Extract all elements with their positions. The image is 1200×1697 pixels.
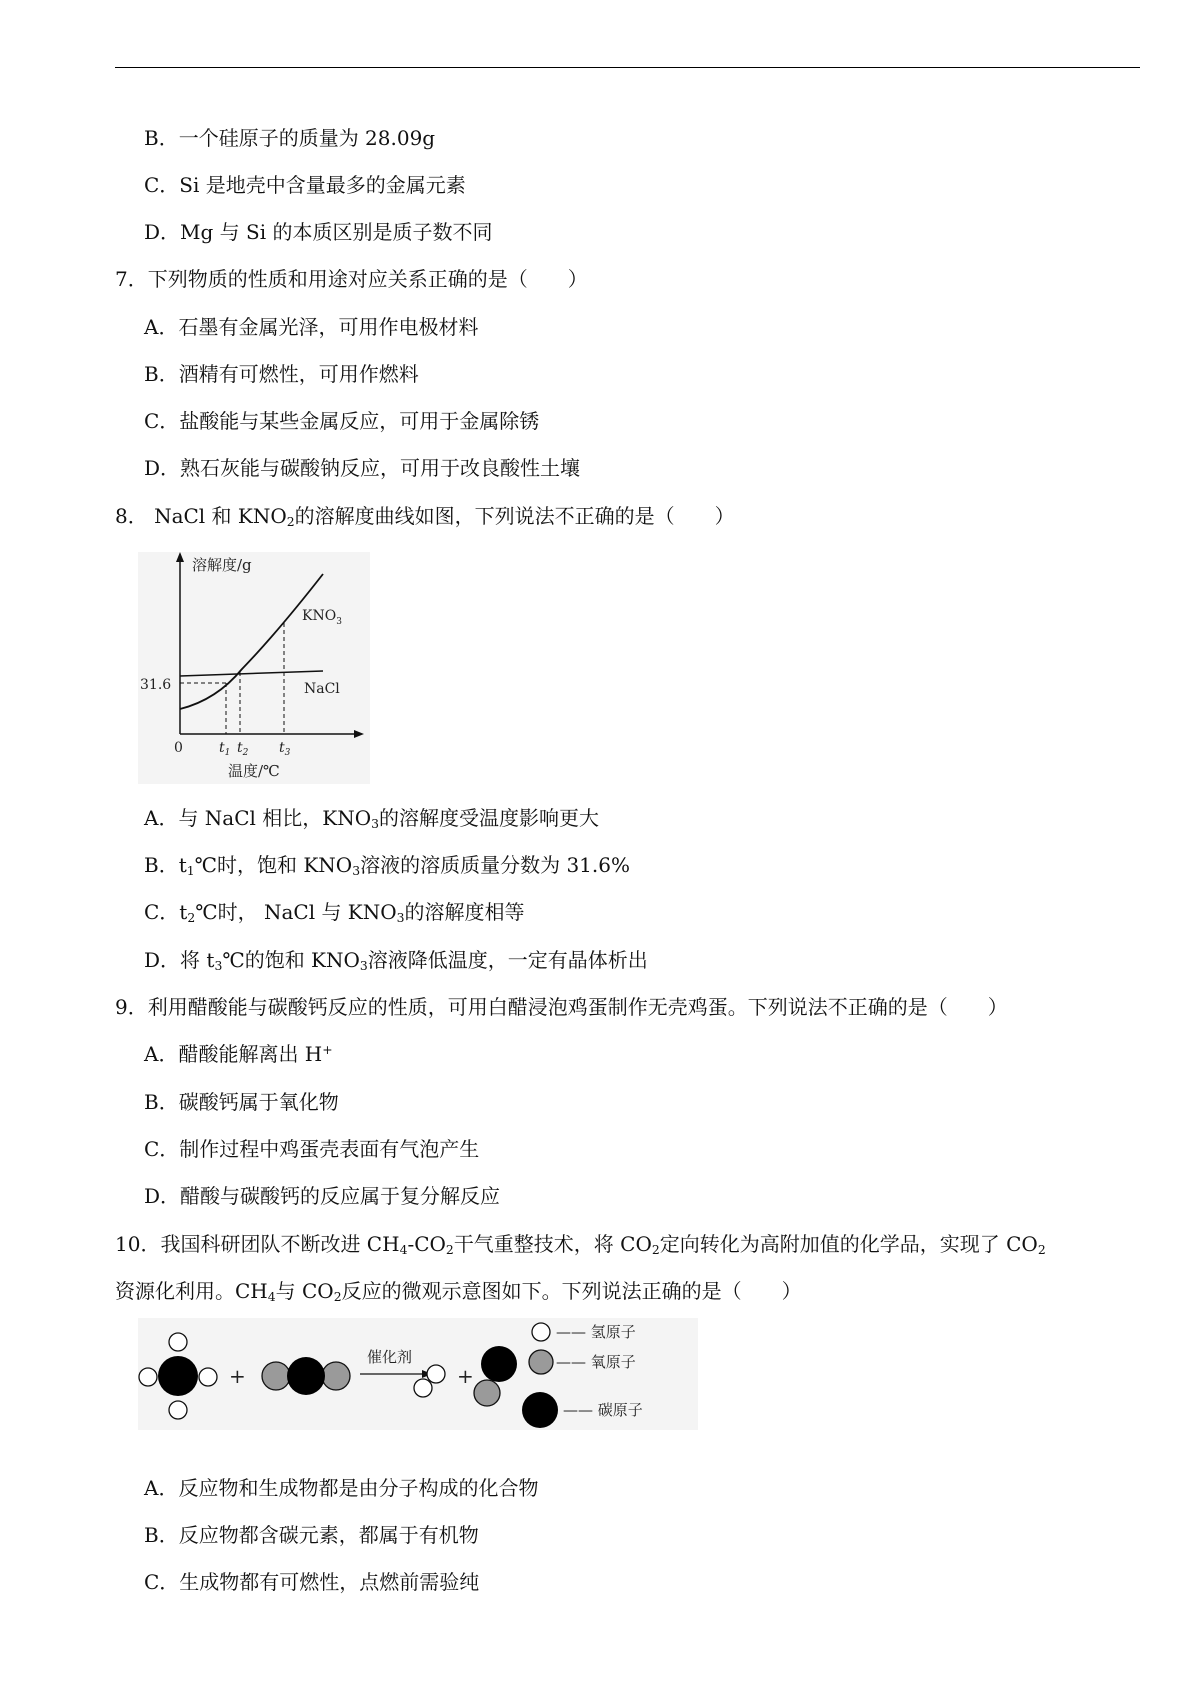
hydrogen-legend-icon xyxy=(532,1323,550,1341)
q7-option-d: D．熟石灰能与碳酸钠反应，可用于改良酸性土壤 xyxy=(144,456,581,480)
x-axis-label: 温度/℃ xyxy=(228,762,280,780)
q10-option-c: C．生成物都有可燃性，点燃前需验纯 xyxy=(144,1570,480,1594)
catalyst-label: 催化剂 xyxy=(367,1348,413,1366)
oxygen-atom xyxy=(262,1362,290,1390)
oxygen-legend-icon xyxy=(529,1350,553,1374)
reaction-diagram xyxy=(138,1318,698,1430)
y-tick-31-6: 31.6 xyxy=(140,677,172,693)
q8-option-c: C．$t_2℃$时， NaCl 与 $KNO_3$的溶解度相等 xyxy=(144,900,525,926)
q10-option-b: B．反应物都含碳元素，都属于有机物 xyxy=(144,1523,479,1547)
kno3-label: $KNO_3$ xyxy=(302,608,342,627)
q7-stem: 7．下列物质的性质和用途对应关系正确的是（ ） xyxy=(115,267,588,291)
hydrogen-legend-label: —— 氢原子 xyxy=(556,1323,636,1341)
header-rule xyxy=(115,67,1140,68)
prev-option-c: C．Si 是地壳中含量最多的金属元素 xyxy=(144,173,466,197)
q7-option-b: B．酒精有可燃性，可用作燃料 xyxy=(144,362,419,386)
q10-option-a: A．反应物和生成物都是由分子构成的化合物 xyxy=(144,1476,539,1500)
q9-option-b: B．碳酸钙属于氧化物 xyxy=(144,1090,339,1114)
carbon-dioxide-molecule xyxy=(262,1357,350,1395)
carbon-legend-label: —— 碳原子 xyxy=(563,1401,643,1419)
q9-option-c: C．制作过程中鸡蛋壳表面有气泡产生 xyxy=(144,1137,480,1161)
hydrogen-atom xyxy=(199,1368,217,1386)
oxygen-atom xyxy=(474,1380,500,1406)
hydrogen-atom xyxy=(169,1333,187,1351)
q9-stem: 9．利用醋酸能与碳酸钙反应的性质，可用白醋浸泡鸡蛋制作无壳鸡蛋。下列说法不正确的是（ ） xyxy=(115,995,1008,1019)
q10-stem-line1: 10．我国科研团队不断改进 $CH_4-CO_2$干气重整技术，将 $CO_2$定向转化为高附加值的化学品，实现了 $CO_2$ xyxy=(115,1232,1046,1258)
origin-label: 0 xyxy=(174,740,183,756)
q9-option-a: A．醋酸能解离出 H+ xyxy=(144,1042,333,1066)
x-tick-t1: $t_1$ xyxy=(219,740,231,758)
hydrogen-atom xyxy=(139,1368,157,1386)
hydrogen-atom xyxy=(169,1401,187,1419)
plus-sign: + xyxy=(457,1364,474,1388)
q7-option-a: A．石墨有金属光泽，可用作电极材料 xyxy=(144,315,479,339)
prev-option-d: D．Mg 与 Si 的本质区别是质子数不同 xyxy=(144,220,493,244)
carbon-atom xyxy=(481,1346,517,1382)
carbon-atom xyxy=(287,1357,325,1395)
oxygen-atom xyxy=(322,1362,350,1390)
x-tick-t2: $t_2$ xyxy=(237,740,249,758)
q8-option-b: B．$t_1℃$时，饱和 $KNO_3$溶液的溶质质量分数为 31.6% xyxy=(144,853,630,879)
hydrogen-atom xyxy=(427,1365,445,1383)
prev-option-b: B．一个硅原子的质量为 28.09g xyxy=(144,126,436,150)
q8-stem: 8． NaCl 和 $KNO_2$的溶解度曲线如图，下列说法不正确的是（ ） xyxy=(115,504,735,530)
solubility-chart xyxy=(138,552,370,784)
q9-option-d: D．醋酸与碳酸钙的反应属于复分解反应 xyxy=(144,1184,501,1208)
hydrogen-atom xyxy=(414,1379,432,1397)
q7-option-c: C．盐酸能与某些金属反应，可用于金属除锈 xyxy=(144,409,540,433)
plus-sign: + xyxy=(229,1364,246,1388)
oxygen-legend-label: —— 氧原子 xyxy=(556,1353,636,1371)
carbon-atom xyxy=(158,1356,198,1396)
x-tick-t3: $t_3$ xyxy=(279,740,291,758)
q10-stem-line2: 资源化利用。$CH_4$与 $CO_2$反应的微观示意图如下。下列说法正确的是（ ） xyxy=(115,1279,802,1305)
q8-option-a: A．与 NaCl 相比，$KNO_3$的溶解度受温度影响更大 xyxy=(144,806,600,832)
q8-option-d: D．将 $t_3℃$的饱和 $KNO_3$溶液降低温度，一定有晶体析出 xyxy=(144,948,648,974)
nacl-label: NaCl xyxy=(304,681,340,697)
carbon-legend-icon xyxy=(522,1392,558,1428)
y-axis-label: 溶解度/g xyxy=(192,556,252,574)
